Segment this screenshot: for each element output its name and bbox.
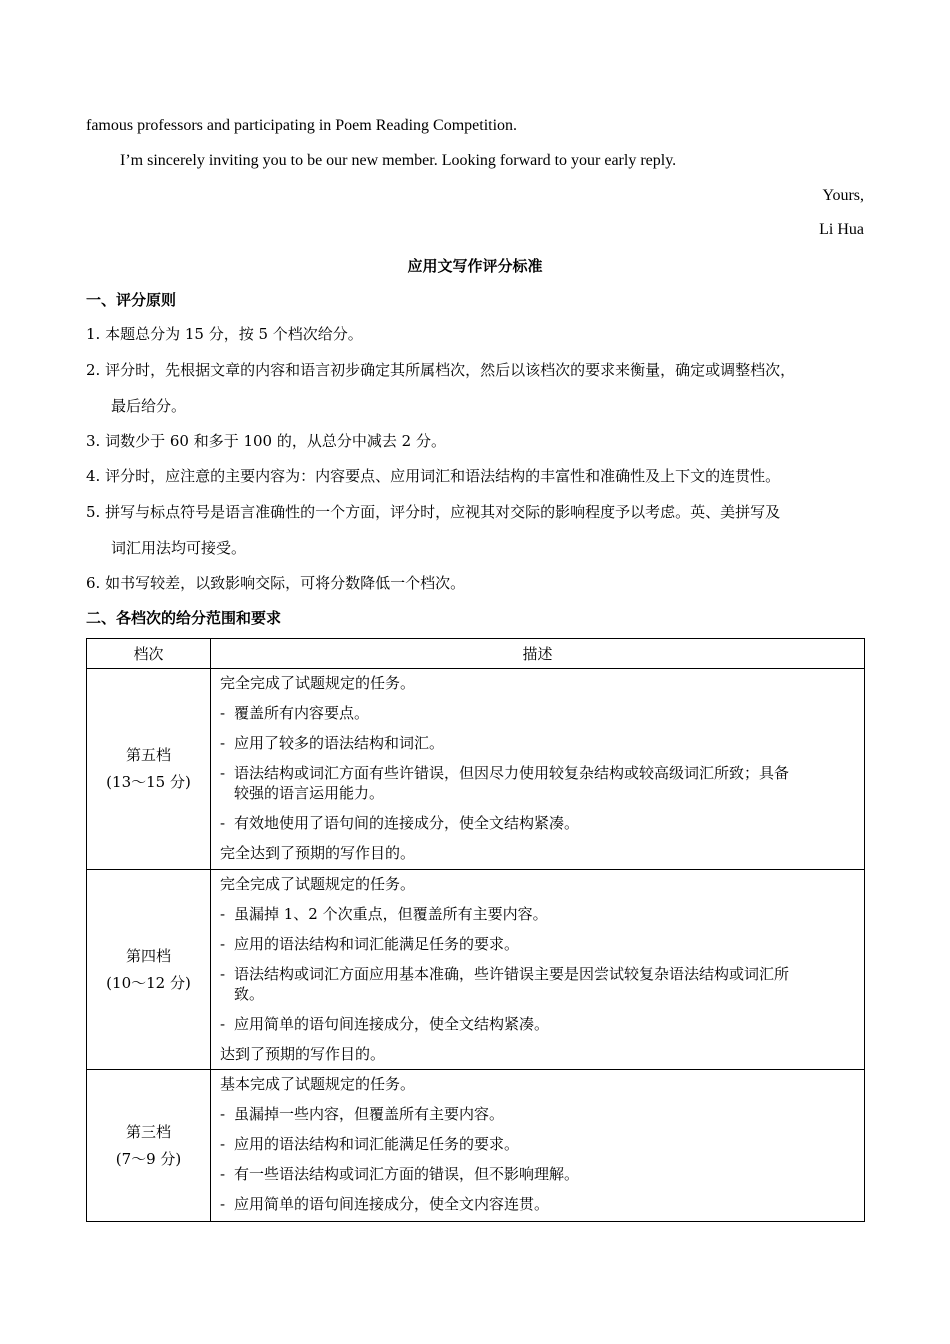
- description-bullet: - 应用的语法结构和词汇能满足任务的要求。: [220, 1135, 520, 1153]
- letter-closing: Yours,: [822, 187, 864, 204]
- list-item-continuation: 词汇用法均可接受。: [111, 539, 247, 557]
- level-cell: [87, 870, 211, 1070]
- description-bullet: - 覆盖所有内容要点。: [220, 704, 370, 722]
- letter-line: famous professors and participating in Poem Reading Competition.: [86, 117, 518, 134]
- list-item: 1. 本题总分为 15 分，按 5 个档次给分。: [86, 325, 363, 343]
- description-cell: [211, 1070, 865, 1222]
- grading-table: [86, 638, 865, 1222]
- header-level: 档次: [87, 639, 211, 669]
- page-title: 应用文写作评分标准: [407, 257, 543, 275]
- description-bullet: - 有效地使用了语句间的连接成分，使全文结构紧凑。: [220, 814, 580, 832]
- description-intro: 基本完成了试题规定的任务。: [220, 1075, 416, 1093]
- description-bullet: - 有一些语法结构或词汇方面的错误，但不影响理解。: [220, 1165, 580, 1183]
- letter-signature: Li Hua: [819, 221, 864, 238]
- description-outro: 完全达到了预期的写作目的。: [220, 844, 416, 862]
- description-bullet: - 应用的语法结构和词汇能满足任务的要求。: [220, 935, 520, 953]
- list-item: 3. 词数少于 60 和多于 100 的，从总分中减去 2 分。: [86, 432, 446, 450]
- description-outro: 达到了预期的写作目的。: [220, 1045, 386, 1063]
- description-intro: 完全完成了试题规定的任务。: [220, 674, 416, 692]
- section-heading: 二、各档次的给分范围和要求: [86, 609, 282, 627]
- description-bullet: - 语法结构或词汇方面应用基本准确，些许错误主要是因尝试较复杂语法结构或词汇所: [220, 965, 790, 983]
- description-bullet: - 应用简单的语句间连接成分，使全文内容连贯。: [220, 1195, 550, 1213]
- description-intro: 完全完成了试题规定的任务。: [220, 875, 416, 893]
- description-bullet-continuation: 较强的语言运用能力。: [234, 784, 385, 802]
- description-cell: [211, 669, 865, 870]
- list-item: 2. 评分时，先根据文章的内容和语言初步确定其所属档次，然后以该档次的要求来衡量，确定或调整档次，: [86, 361, 796, 379]
- level-name: 第五档: [125, 746, 171, 764]
- description-bullet: - 虽漏掉 1、2 个次重点，但覆盖所有主要内容。: [220, 905, 548, 923]
- table-row: [87, 870, 865, 1070]
- letter-line: I’m sincerely inviting you to be our new member. Looking forward to your early reply.: [120, 152, 677, 169]
- list-item-continuation: 最后给分。: [111, 397, 187, 415]
- table-row: [87, 1070, 865, 1222]
- description-bullet: - 虽漏掉一些内容，但覆盖所有主要内容。: [220, 1105, 505, 1123]
- table-row: [87, 669, 865, 870]
- description-bullet: - 应用了较多的语法结构和词汇。: [220, 734, 445, 752]
- level-range: (13～15 分): [106, 773, 191, 791]
- list-item: 4. 评分时，应注意的主要内容为：内容要点、应用词汇和语法结构的丰富性和准确性及上下文的连贯性。: [86, 467, 781, 485]
- level-cell: [87, 669, 211, 870]
- level-name: 第四档: [125, 946, 171, 965]
- list-item: 5. 拼写与标点符号是语言准确性的一个方面，评分时，应视其对交际的影响程度予以考虑。英、美拼写及: [86, 503, 781, 521]
- description-bullet: - 应用简单的语句间连接成分，使全文结构紧凑。: [220, 1015, 550, 1033]
- description-cell: [211, 870, 865, 1070]
- section-heading: 一、评分原则: [86, 291, 177, 309]
- description-bullet-continuation: 致。: [234, 985, 265, 1003]
- level-cell: [87, 1070, 211, 1222]
- level-range: (10～12 分): [106, 973, 191, 992]
- level-range: (7～9 分): [115, 1149, 182, 1168]
- level-name: 第三档: [125, 1122, 171, 1141]
- table-header-row: [87, 639, 865, 669]
- description-bullet: - 语法结构或词汇方面有些许错误，但因尽力使用较复杂结构或较高级词汇所致；具备: [220, 764, 790, 782]
- list-item: 6. 如书写较差，以致影响交际，可将分数降低一个档次。: [86, 574, 466, 592]
- header-description: 描述: [211, 639, 865, 669]
